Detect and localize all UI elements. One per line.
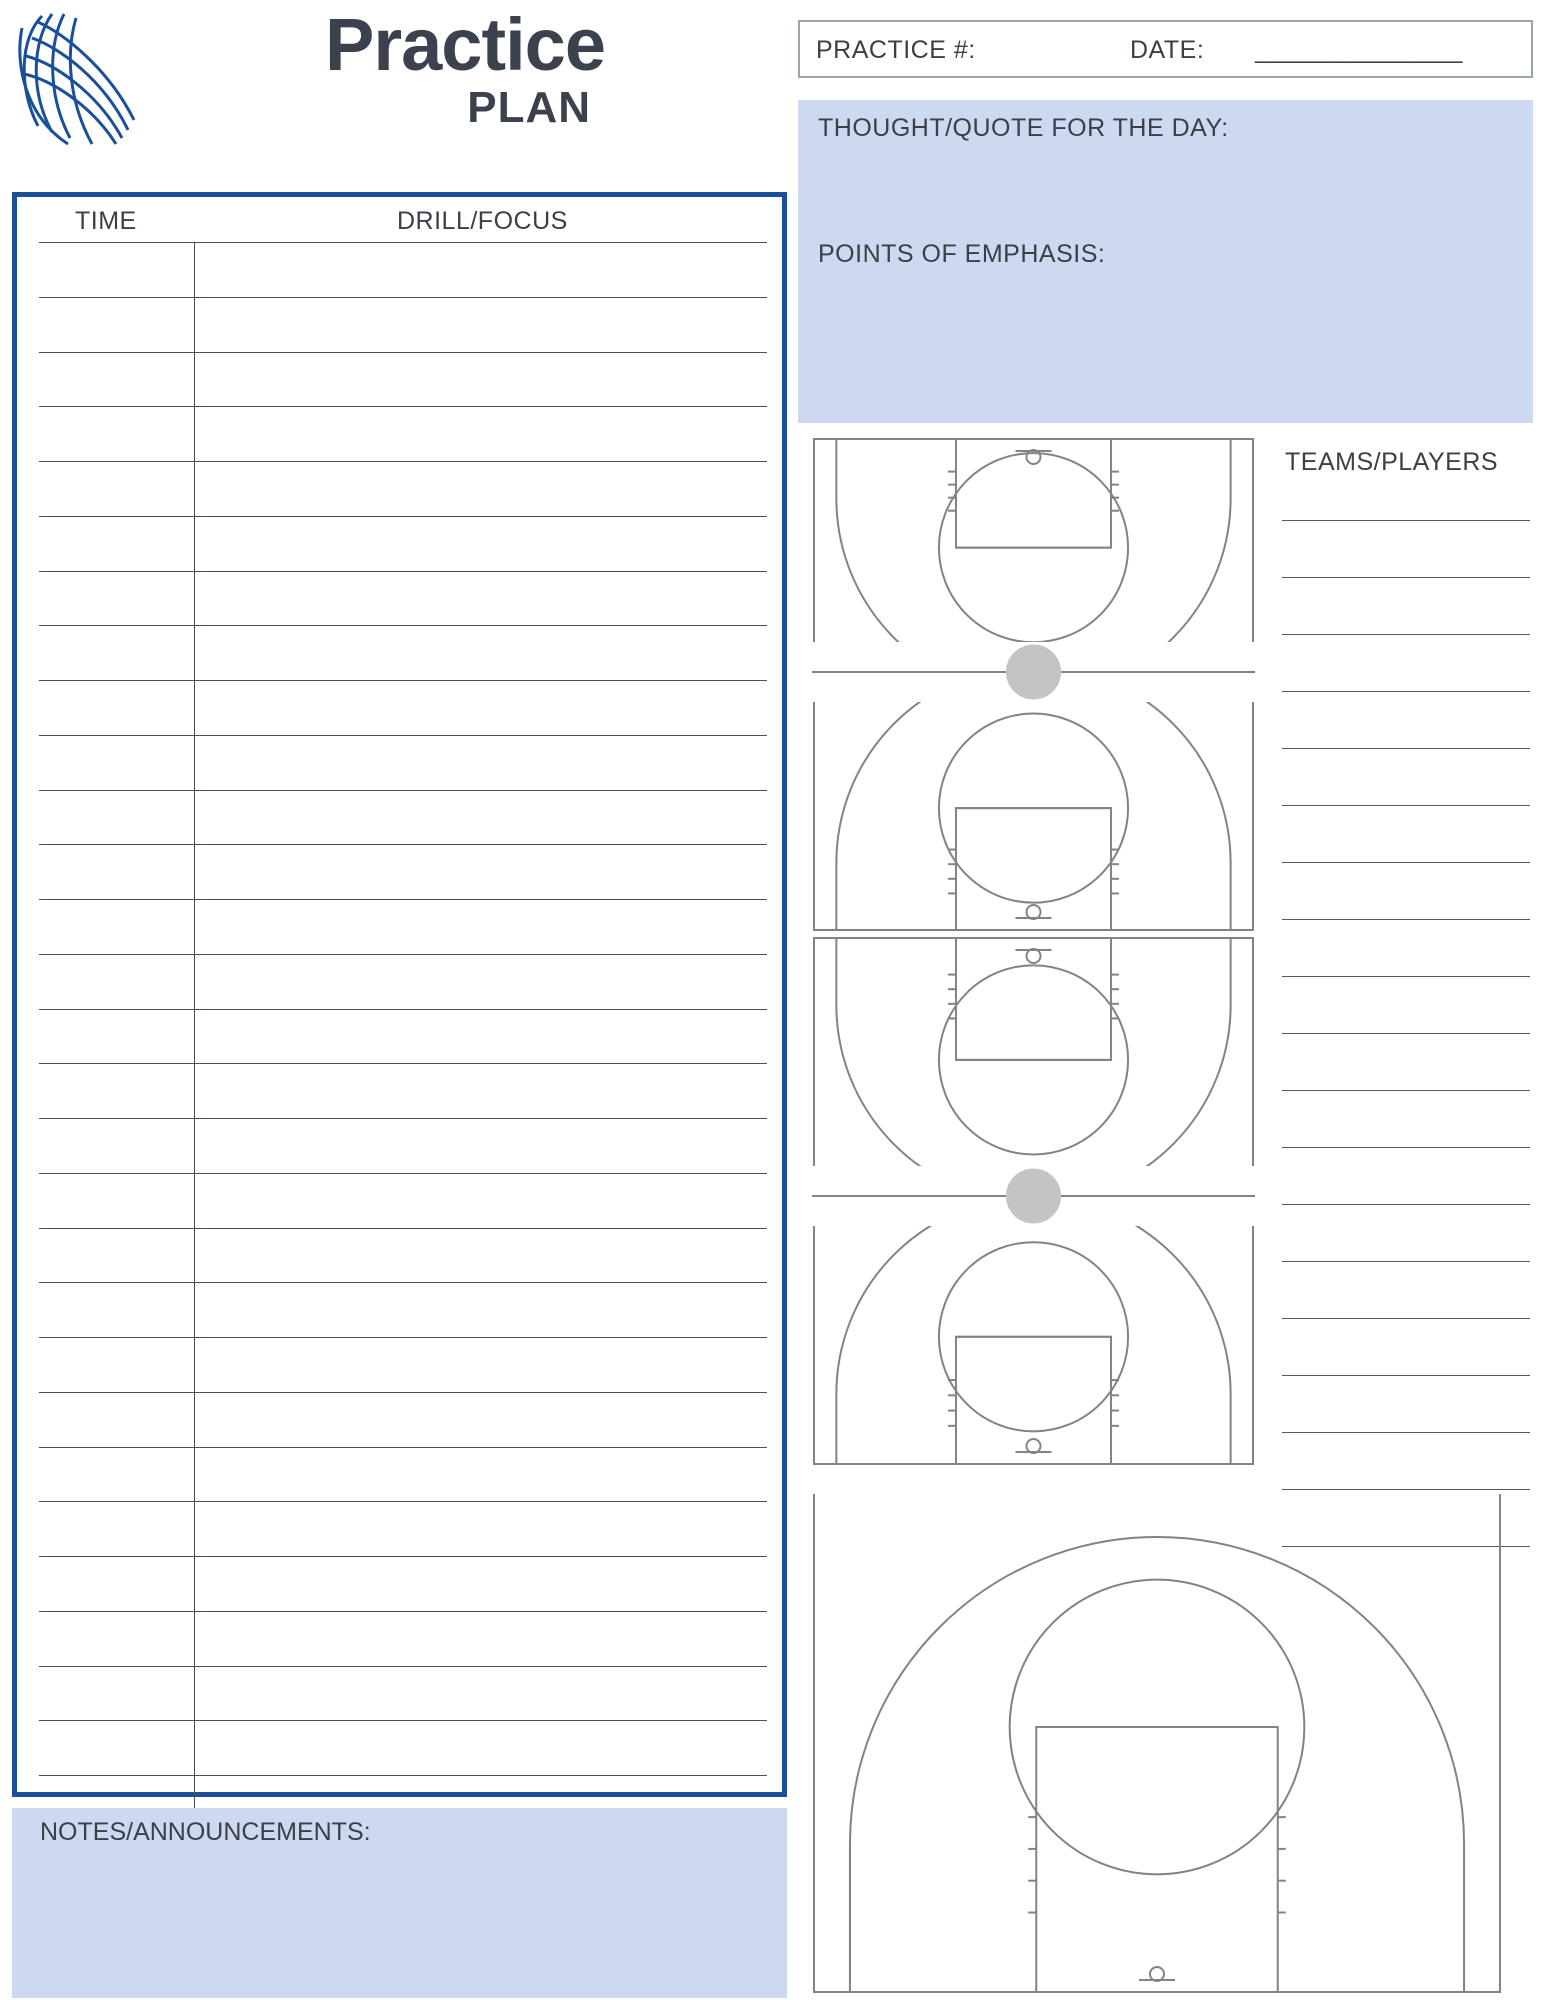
table-row[interactable]: [39, 242, 767, 243]
title-sub: PLAN: [467, 83, 591, 132]
teams-players-label: TEAMS/PLAYERS: [1285, 448, 1499, 476]
team-player-line[interactable]: [1282, 691, 1530, 692]
table-row[interactable]: [39, 571, 767, 572]
table-row[interactable]: [39, 406, 767, 407]
thought-quote-label: THOUGHT/QUOTE FOR THE DAY:: [818, 114, 1229, 142]
table-row[interactable]: [39, 1118, 767, 1119]
document-header: [0, 0, 790, 185]
court-diagram: [812, 437, 1255, 642]
column-header-time: TIME: [75, 207, 137, 235]
court-diagram: [812, 702, 1255, 932]
team-player-line[interactable]: [1282, 748, 1530, 749]
court-midline: [812, 1166, 1255, 1226]
team-player-line[interactable]: [1282, 1375, 1530, 1376]
team-player-line[interactable]: [1282, 919, 1530, 920]
table-row[interactable]: [39, 1447, 767, 1448]
table-row[interactable]: [39, 1282, 767, 1283]
notes-announcements-box[interactable]: [12, 1808, 787, 1998]
team-player-line[interactable]: [1282, 634, 1530, 635]
title-main: Practice: [325, 3, 605, 86]
team-player-line[interactable]: [1282, 520, 1530, 521]
date-label: DATE:: [1130, 36, 1205, 64]
table-row[interactable]: [39, 1228, 767, 1229]
table-row[interactable]: [39, 899, 767, 900]
column-header-drill: DRILL/FOCUS: [397, 207, 568, 235]
table-column-divider: [194, 242, 195, 1958]
table-row[interactable]: [39, 1720, 767, 1721]
table-row[interactable]: [39, 735, 767, 736]
table-row[interactable]: [39, 1392, 767, 1393]
table-row[interactable]: [39, 1775, 767, 1776]
notes-label: NOTES/ANNOUNCEMENTS:: [40, 1818, 371, 1846]
table-row[interactable]: [39, 297, 767, 298]
team-player-line[interactable]: [1282, 1033, 1530, 1034]
court-diagram: [812, 1226, 1255, 1466]
team-player-line[interactable]: [1282, 862, 1530, 863]
drill-table: [12, 192, 787, 1797]
table-row[interactable]: [39, 1063, 767, 1064]
court-diagram-large: [812, 1494, 1502, 1994]
table-row[interactable]: [39, 461, 767, 462]
team-player-line[interactable]: [1282, 1147, 1530, 1148]
table-row[interactable]: [39, 790, 767, 791]
practice-meta-bar: [798, 20, 1533, 78]
court-diagram: [812, 936, 1255, 1166]
table-row[interactable]: [39, 516, 767, 517]
table-row[interactable]: [39, 1611, 767, 1612]
team-player-line[interactable]: [1282, 1261, 1530, 1262]
practice-number-label: PRACTICE #:: [816, 36, 976, 64]
table-row[interactable]: [39, 352, 767, 353]
table-row[interactable]: [39, 1556, 767, 1557]
table-row[interactable]: [39, 1173, 767, 1174]
team-player-line[interactable]: [1282, 577, 1530, 578]
team-player-line[interactable]: [1282, 1318, 1530, 1319]
team-player-line[interactable]: [1282, 976, 1530, 977]
table-row[interactable]: [39, 1666, 767, 1667]
table-row[interactable]: [39, 844, 767, 845]
team-player-line[interactable]: [1282, 1432, 1530, 1433]
table-row[interactable]: [39, 1337, 767, 1338]
table-row[interactable]: [39, 1501, 767, 1502]
team-player-line[interactable]: [1282, 1204, 1530, 1205]
team-player-line[interactable]: [1282, 805, 1530, 806]
team-player-line[interactable]: [1282, 1489, 1530, 1490]
table-row[interactable]: [39, 954, 767, 955]
thought-quote-box[interactable]: [798, 100, 1533, 423]
table-row[interactable]: [39, 680, 767, 681]
table-row[interactable]: [39, 625, 767, 626]
court-midline: [812, 642, 1255, 702]
basketball-icon: [12, 8, 172, 158]
page-title: [215, 3, 715, 132]
points-of-emphasis-label: POINTS OF EMPHASIS:: [818, 240, 1106, 268]
table-row[interactable]: [39, 1009, 767, 1010]
date-input[interactable]: ________________: [1255, 36, 1462, 64]
team-player-line[interactable]: [1282, 1090, 1530, 1091]
